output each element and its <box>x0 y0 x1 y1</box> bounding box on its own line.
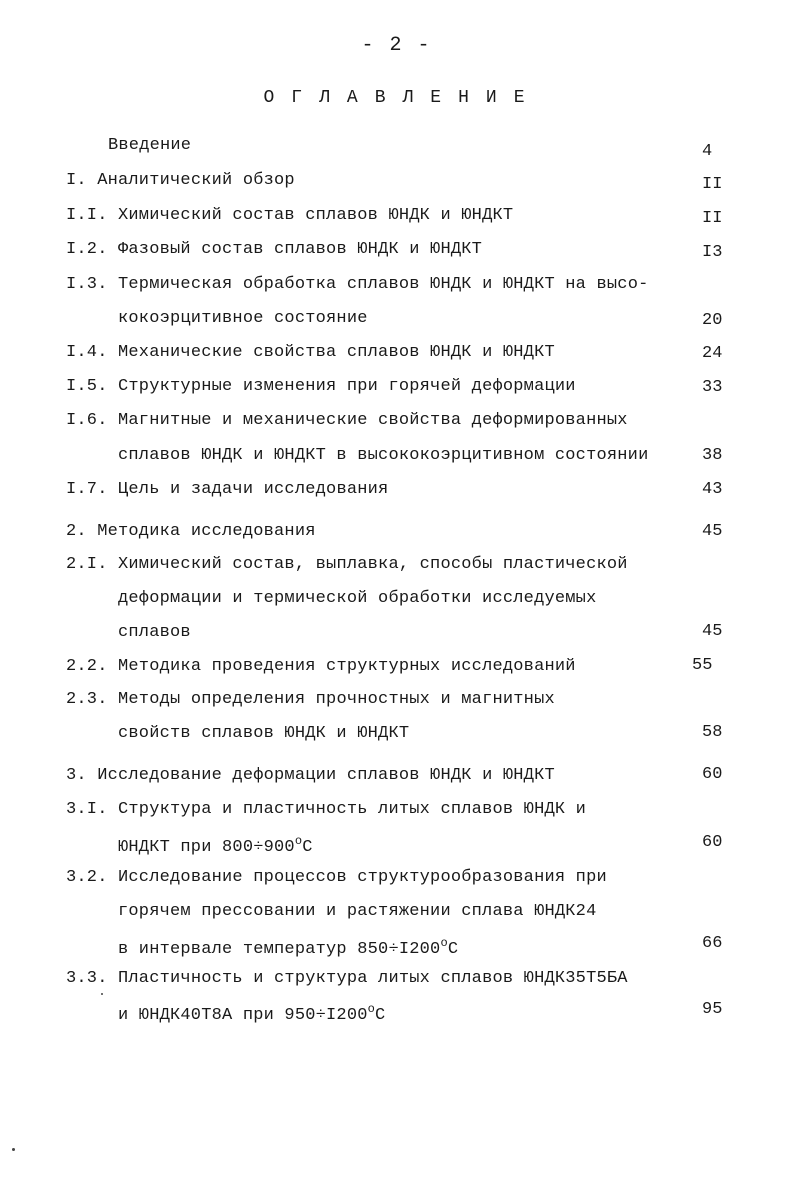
toc-entry-text: 3.3. Пластичность и структура литых сплавов ЮНДК35Т5БА <box>66 969 628 988</box>
toc-entry-text-cont <box>118 1002 385 1025</box>
toc-entry-text: I.I. Химический состав сплавов ЮНДК и ЮНДКТ <box>66 206 514 225</box>
toc-entry-text: 3. Исследование деформации сплавов ЮНДК и ЮНДКТ <box>66 766 555 785</box>
toc-entry-page: 24 <box>702 344 723 363</box>
toc-entry-text: I.6. Магнитные и механические свойства деформированных <box>66 411 628 430</box>
toc-entry-text-main: ЮНДКТ при 800÷900 <box>118 838 295 857</box>
degree-sign: о <box>440 936 448 950</box>
toc-entry-text-cont: свойств сплавов ЮНДК и ЮНДКТ <box>118 724 410 743</box>
toc-entry-text-cont: сплавов ЮНДК и ЮНДКТ в высококоэрцитивном состоянии <box>118 446 649 465</box>
toc-entry-text: 2. Методика исследования <box>66 522 316 541</box>
toc-entry-text-cont: горячем прессовании и растяжении сплава ЮНДК24 <box>118 902 597 921</box>
toc-entry-page: 60 <box>702 765 723 784</box>
celsius-sign: С <box>447 940 459 959</box>
toc-entry-page: 45 <box>702 522 723 541</box>
toc-entry-text-cont: деформации и термической обработки исследуемых <box>118 589 597 608</box>
toc-entry-page: I3 <box>702 243 723 262</box>
toc-entry-text-main: в интервале температур 850÷I200 <box>118 940 441 959</box>
toc-entry-page: 38 <box>702 446 723 465</box>
toc-entry-page: 60 <box>702 833 723 852</box>
toc-entry-text: 3.I. Структура и пластичность литых сплавов ЮНДК и <box>66 800 587 819</box>
page-title: ОГЛАВЛЕНИЕ <box>263 88 542 108</box>
toc-entry-text: 2.I. Химический состав, выплавка, способы пластической <box>66 555 628 574</box>
toc-entry-page: 45 <box>702 622 723 641</box>
toc-entry-text: I.2. Фазовый состав сплавов ЮНДК и ЮНДКТ <box>66 240 483 259</box>
scan-speck <box>101 993 103 995</box>
toc-entry-page: 20 <box>702 311 723 330</box>
toc-entry-page: 58 <box>702 723 723 742</box>
toc-entry-page: II <box>702 209 723 228</box>
toc-entry-page: 95 <box>702 1000 723 1019</box>
toc-entry-text-cont2: сплавов <box>118 623 191 642</box>
toc-entry-text: I.7. Цель и задачи исследования <box>66 480 389 499</box>
toc-entry-page: 4 <box>702 142 713 161</box>
toc-entry-text: 2.2. Методика проведения структурных исследований <box>66 657 576 676</box>
toc-entry-text: I.3. Термическая обработка сплавов ЮНДК и ЮНДКТ на высо- <box>66 275 649 294</box>
toc-entry-text-cont <box>118 834 313 857</box>
toc-entry-text: I.5. Структурные изменения при горячей деформации <box>66 377 576 396</box>
degree-sign: о <box>294 834 303 848</box>
scan-speck <box>12 1148 15 1151</box>
toc-entry-text-main: и ЮНДК40Т8А при 950÷I200 <box>118 1006 368 1025</box>
toc-entry-page: II <box>702 175 723 194</box>
toc-entry-text: 3.2. Исследование процессов структурообразования при <box>66 868 607 887</box>
toc-entry-page: 43 <box>702 480 723 499</box>
toc-entry-page: 55 <box>692 656 713 675</box>
toc-entry-text-cont: кокоэрцитивное состояние <box>118 309 368 328</box>
celsius-sign: С <box>375 1006 386 1025</box>
toc-entry-page: 66 <box>702 934 723 953</box>
degree-sign: о <box>367 1002 376 1016</box>
toc-entry-text: I.4. Механические свойства сплавов ЮНДК и ЮНДКТ <box>66 343 555 362</box>
toc-entry-text: I. Аналитический обзор <box>66 171 295 190</box>
celsius-sign: С <box>302 838 313 857</box>
toc-entry-text: 2.3. Методы определения прочностных и магнитных <box>66 690 555 709</box>
page-number: - 2 - <box>361 34 432 57</box>
toc-entry-page: 33 <box>702 378 723 397</box>
toc-entry-text: Введение <box>108 136 192 155</box>
toc-entry-text-cont2 <box>118 936 458 959</box>
